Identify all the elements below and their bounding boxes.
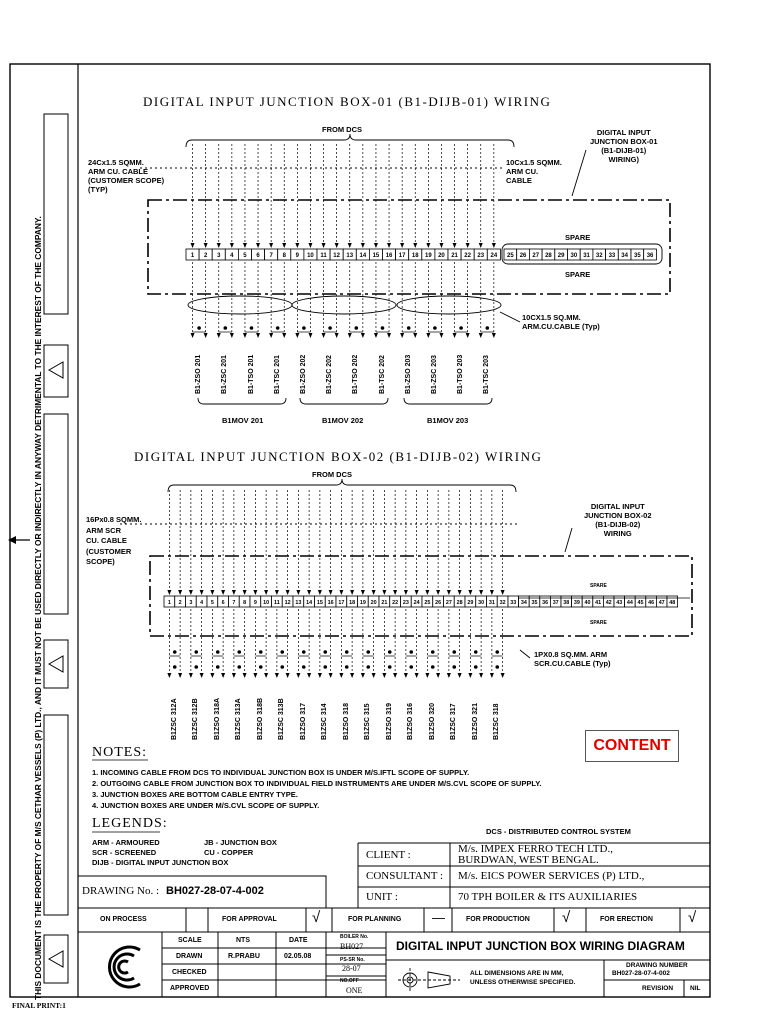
svg-text:4: 4 — [230, 253, 234, 259]
terminal-b1-24 — [487, 249, 500, 260]
terminal-b1-20 — [435, 249, 448, 260]
box1-group-2: B1MOV 202 — [322, 416, 364, 425]
spare-terminal-b1-25 — [504, 249, 517, 260]
svg-text:27: 27 — [532, 253, 540, 259]
spare-terminal-b1-31 — [580, 249, 593, 260]
box2-left-cable: 16Px0.8 SQMM. ARM SCR CU. CABLE (CUSTOMER SCOPE) — [86, 515, 142, 566]
svg-text:10: 10 — [263, 600, 270, 606]
svg-text:45: 45 — [637, 600, 644, 606]
terminal-b1-19 — [422, 249, 435, 260]
unit-label: UNIT : — [366, 891, 398, 903]
svg-text:38: 38 — [563, 600, 570, 606]
spare-terminal-b1-32 — [593, 249, 606, 260]
svg-text:33: 33 — [510, 600, 517, 606]
svg-text:2: 2 — [178, 600, 182, 606]
svg-text:20: 20 — [438, 253, 445, 259]
client-value: M/s. IMPEX FERRO TECH LTD., BURDWAN, WEST BENGAL. — [458, 843, 613, 866]
svg-text:4: 4 — [200, 600, 204, 606]
svg-text:11: 11 — [274, 600, 280, 606]
svg-text:13: 13 — [346, 253, 354, 259]
terminal-b2-15 — [315, 596, 326, 607]
svg-text:10: 10 — [307, 253, 314, 259]
terminal-b2-1 — [164, 596, 175, 607]
svg-text:34: 34 — [520, 600, 527, 606]
consultant-label: CONSULTANT : — [366, 870, 444, 882]
status-mark-approval: √ — [312, 909, 321, 926]
b1-instrument-tag: B1-ZSO 203 — [404, 354, 412, 394]
svg-text:2: 2 — [203, 253, 208, 259]
checked-label: CHECKED — [172, 969, 207, 976]
svg-text:43: 43 — [616, 600, 623, 606]
svg-text:27: 27 — [445, 600, 452, 606]
company-logo — [109, 947, 140, 987]
spare-terminal-b1-30 — [568, 249, 581, 260]
b1-instrument-tag: B1-TSO 202 — [352, 354, 360, 394]
svg-text:7: 7 — [269, 253, 273, 259]
spare-terminal-b1-26 — [517, 249, 530, 260]
svg-text:5: 5 — [243, 253, 247, 259]
terminal-b1-11 — [317, 249, 330, 260]
svg-text:26: 26 — [519, 253, 527, 259]
terminal-b1-13 — [343, 249, 356, 260]
status-for-production: FOR PRODUCTION — [466, 916, 530, 923]
svg-text:17: 17 — [398, 253, 406, 259]
left-arrow-icon — [8, 536, 30, 544]
terminal-b2-32 — [497, 596, 508, 607]
b2-instrument-tag: B1ZSO 316 — [407, 703, 415, 740]
triangle-marker-icon — [49, 362, 63, 967]
svg-text:21: 21 — [451, 253, 458, 259]
terminal-b2-31 — [487, 596, 498, 607]
svg-text:8: 8 — [243, 600, 247, 606]
terminal-b2-6 — [218, 596, 229, 607]
scale-label: SCALE — [178, 937, 202, 944]
terminal-b1-3 — [212, 249, 225, 260]
noof-label: NO.OFF — [340, 978, 359, 984]
b2-instrument-tag: B1ZSO 318A — [213, 697, 221, 740]
box2-spare-top: SPARE — [590, 583, 607, 589]
note-4: 4. JUNCTION BOXES ARE UNDER M/S.CVL SCOPE OF SUPPLY. — [92, 801, 320, 810]
terminal-b2-28 — [454, 596, 465, 607]
svg-text:13: 13 — [295, 600, 302, 606]
b2-instrument-tag: B1ZSO 318B — [256, 697, 264, 740]
box2-spare-bottom: SPARE — [590, 620, 607, 626]
status-for-erection: FOR ERECTION — [600, 916, 653, 923]
svg-text:24: 24 — [413, 600, 420, 606]
spare-terminal-b1-28 — [542, 249, 555, 260]
svg-text:41: 41 — [595, 600, 602, 606]
svg-text:17: 17 — [338, 600, 345, 606]
svg-text:22: 22 — [464, 253, 471, 259]
svg-text:14: 14 — [359, 253, 367, 259]
b2-instrument-tag: B1ZSC 313A — [235, 698, 243, 740]
svg-text:1: 1 — [190, 253, 195, 259]
legend-cu: CU - COPPER — [204, 848, 254, 857]
svg-text:9: 9 — [295, 253, 300, 259]
box1-title: DIGITAL INPUT JUNCTION BOX-01 (B1-DIJB-01) WIRING — [143, 94, 552, 109]
svg-text:25: 25 — [424, 600, 431, 606]
b2-instrument-tag: B1ZSO 318 — [342, 703, 350, 740]
ps-label: PS-SR No. — [340, 957, 365, 963]
terminal-b1-22 — [461, 249, 474, 260]
b1-instrument-tag: B1-ZSO 201 — [195, 354, 203, 394]
terminal-b1-8 — [278, 249, 291, 260]
terminal-b1-5 — [238, 249, 251, 260]
terminal-b2-10 — [261, 596, 272, 607]
svg-text:34: 34 — [621, 253, 628, 259]
b2-instrument-tag: B1ZSO 317 — [299, 703, 307, 740]
terminal-b1-21 — [448, 249, 461, 260]
svg-text:7: 7 — [232, 600, 236, 606]
svg-text:32: 32 — [595, 253, 603, 259]
svg-text:23: 23 — [402, 600, 409, 606]
svg-text:29: 29 — [557, 253, 565, 259]
terminal-b2-3 — [186, 596, 197, 607]
box1-group-3: B1MOV 203 — [427, 416, 469, 425]
date-label: DATE — [289, 937, 308, 944]
terminal-b1-12 — [330, 249, 343, 260]
b1-instrument-tag: B1-TSC 202 — [378, 355, 386, 394]
terminal-b2-8 — [239, 596, 250, 607]
terminal-b1-9 — [291, 249, 304, 260]
boiler-label: BOILER No. — [340, 934, 369, 940]
svg-text:30: 30 — [478, 600, 485, 606]
spare-terminal-b1-35 — [631, 249, 644, 260]
terminal-b1-16 — [383, 249, 396, 260]
svg-text:24: 24 — [490, 253, 498, 259]
svg-text:8: 8 — [282, 253, 286, 259]
box1-from-dcs: FROM DCS — [322, 125, 362, 134]
noof-value: ONE — [346, 986, 363, 995]
drawing-no-label: DRAWING No. : — [82, 885, 160, 897]
terminal-b2-11 — [272, 596, 283, 607]
terminal-b1-23 — [474, 249, 487, 260]
svg-text:19: 19 — [425, 253, 432, 259]
unit-value: 70 TPH BOILER & ITS AUXILIARIES — [458, 891, 638, 903]
terminal-b2-13 — [293, 596, 304, 607]
b2-instrument-tag: B1ZSO 319 — [385, 703, 393, 740]
svg-text:47: 47 — [658, 600, 665, 606]
b1-instrument-tag: B1-ZSC 203 — [430, 355, 438, 394]
box1-group-1: B1MOV 201 — [222, 416, 264, 425]
terminal-b2-24 — [411, 596, 422, 607]
spare-terminal-b1-27 — [529, 249, 542, 260]
box2-out-cable: 1PX0.8 SQ.MM. ARM SCR.CU.CABLE (Typ) — [534, 650, 611, 668]
svg-text:32: 32 — [499, 600, 506, 606]
svg-text:16: 16 — [385, 253, 393, 259]
terminal-b1-14 — [356, 249, 369, 260]
b2-instrument-tag: B1ZSO 320 — [428, 703, 436, 740]
svg-text:44: 44 — [626, 600, 633, 606]
box1-spare-top: SPARE — [565, 233, 591, 242]
note-2: 2. OUTGOING CABLE FROM JUNCTION BOX TO INDIVIDUAL FIELD INSTRUMENTS ARE UNDER M/S.CVL SCOPE OF SUPPLY. — [92, 779, 542, 788]
revision-value: NIL — [690, 985, 701, 992]
svg-text:11: 11 — [320, 253, 327, 259]
terminal-b2-4 — [196, 596, 207, 607]
b2-instrument-tag: B1ZSC 312B — [192, 698, 200, 740]
box1-left-cable: 24Cx1.5 SQMM. ARM CU. CABLE (CUSTOMER SCOPE) (TYP) — [88, 158, 165, 194]
svg-text:40: 40 — [584, 600, 591, 606]
svg-text:14: 14 — [306, 600, 313, 606]
spare-terminal-b1-29 — [555, 249, 568, 260]
b1-instrument-tag: B1-ZSC 202 — [326, 355, 334, 394]
drawn-label: DRAWN — [176, 953, 203, 960]
final-print: FINAL PRINT:1 — [12, 1001, 66, 1010]
svg-text:18: 18 — [349, 600, 356, 606]
terminal-b2-9 — [250, 596, 261, 607]
terminal-b2-21 — [379, 596, 390, 607]
svg-text:39: 39 — [573, 600, 580, 606]
svg-text:3: 3 — [217, 253, 221, 259]
terminal-b2-26 — [433, 596, 444, 607]
svg-text:31: 31 — [583, 253, 590, 259]
svg-text:36: 36 — [542, 600, 549, 606]
terminal-b1-17 — [396, 249, 409, 260]
svg-text:3: 3 — [189, 600, 193, 606]
b1-instrument-tag: B1-ZSO 202 — [299, 354, 307, 394]
svg-text:33: 33 — [608, 253, 616, 259]
svg-text:20: 20 — [370, 600, 377, 606]
svg-text:16: 16 — [327, 600, 334, 606]
svg-text:12: 12 — [333, 253, 340, 259]
b1-instrument-tag: B1-TSO 203 — [457, 354, 465, 394]
drawing-number-value: BH027-28-07-4-002 — [612, 970, 670, 977]
terminal-b2-18 — [347, 596, 358, 607]
legend-dijb: DIJB - DIGITAL INPUT JUNCTION BOX — [92, 858, 229, 867]
terminal-b2-25 — [422, 596, 433, 607]
box2-from-dcs: FROM DCS — [312, 470, 352, 479]
svg-text:28: 28 — [456, 600, 463, 606]
svg-text:31: 31 — [488, 600, 495, 606]
terminal-b1-4 — [225, 249, 238, 260]
box1-out-cable: 10CX1.5 SQ.MM. ARM.CU.CABLE (Typ) — [522, 313, 600, 331]
terminal-b2-27 — [444, 596, 455, 607]
svg-text:22: 22 — [392, 600, 399, 606]
b1-instrument-tag: B1-TSO 201 — [247, 354, 255, 394]
box2-jb-label: DIGITAL INPUT JUNCTION BOX-02 (B1-DIJB-02) WIRING — [584, 502, 652, 538]
b2-instrument-tag: B1ZSC 317 — [450, 703, 458, 740]
svg-text:35: 35 — [531, 600, 538, 606]
spare-terminal-b1-34 — [618, 249, 631, 260]
terminal-b2-23 — [401, 596, 412, 607]
drawn-date: 02.05.08 — [284, 953, 312, 960]
svg-text:23: 23 — [477, 253, 485, 259]
b2-instrument-tag: B1ZSC 318 — [493, 703, 501, 740]
terminal-b2-29 — [465, 596, 476, 607]
svg-text:25: 25 — [507, 253, 514, 259]
terminal-b2-14 — [304, 596, 315, 607]
spare-terminal-b1-33 — [606, 249, 619, 260]
spare-terminal-b2-33 — [508, 596, 519, 607]
dims-note: ALL DIMENSIONS ARE IN MM, UNLESS OTHERWISE SPECIFIED. — [470, 970, 576, 986]
svg-text:29: 29 — [467, 600, 474, 606]
client-label: CLIENT : — [366, 849, 411, 861]
svg-text:37: 37 — [552, 600, 559, 606]
svg-text:9: 9 — [253, 600, 257, 606]
b1-instrument-tag: B1-TSC 203 — [483, 355, 491, 394]
content-label: CONTENT — [585, 730, 679, 762]
terminal-b2-22 — [390, 596, 401, 607]
terminal-b2-7 — [229, 596, 240, 607]
status-mark-production: √ — [562, 909, 571, 926]
status-for-approval: FOR APPROVAL — [222, 916, 277, 923]
terminal-b1-10 — [304, 249, 317, 260]
svg-text:42: 42 — [605, 600, 612, 606]
terminal-b2-17 — [336, 596, 347, 607]
terminal-b2-5 — [207, 596, 218, 607]
terminal-b2-19 — [358, 596, 369, 607]
svg-text:1: 1 — [167, 600, 171, 606]
drawn-value: R.PRABU — [228, 953, 260, 960]
approved-label: APPROVED — [170, 985, 210, 992]
legend-scr: SCR - SCREENED — [92, 848, 157, 857]
b2-instrument-tag: B1ZSC 312A — [170, 698, 178, 740]
box1-right-cable: 10Cx1.5 SQMM. ARM CU. CABLE — [506, 158, 562, 185]
terminal-b2-12 — [282, 596, 293, 607]
boiler-value: BH027 — [340, 942, 364, 951]
revision-label: REVISION — [642, 985, 674, 992]
b1-instrument-tag: B1-ZSC 201 — [221, 355, 229, 394]
terminal-b1-2 — [199, 249, 212, 260]
b2-instrument-tag: B1ZSO 321 — [471, 703, 479, 740]
box1-jb-label: DIGITAL INPUT JUNCTION BOX-01 (B1-DIJB-01) WIRING) — [590, 128, 658, 164]
b2-instrument-tag: B1ZSC 314 — [321, 703, 329, 740]
drawing-title: DIGITAL INPUT JUNCTION BOX WIRING DIAGRAM — [396, 939, 685, 953]
svg-text:48: 48 — [669, 600, 676, 606]
b2-instrument-tag: B1ZSC 313B — [278, 698, 286, 740]
note-3: 3. JUNCTION BOXES ARE BOTTOM CABLE ENTRY TYPE. — [92, 790, 298, 799]
legends-heading: LEGENDS: — [92, 816, 168, 831]
terminal-b2-30 — [476, 596, 487, 607]
status-mark-planning: — — [432, 910, 445, 925]
svg-text:21: 21 — [381, 600, 388, 606]
drawing-number-label: DRAWING NUMBER — [626, 962, 688, 969]
svg-text:15: 15 — [372, 253, 380, 259]
ps-value: 28-07 — [342, 964, 361, 973]
svg-text:5: 5 — [210, 600, 214, 606]
svg-text:26: 26 — [435, 600, 442, 606]
svg-text:36: 36 — [646, 253, 654, 259]
status-on-process: ON PROCESS — [100, 916, 147, 923]
legend-dcs: DCS - DISTRIBUTED CONTROL SYSTEM — [486, 827, 631, 836]
svg-text:19: 19 — [359, 600, 366, 606]
terminal-b1-18 — [409, 249, 422, 260]
svg-text:18: 18 — [411, 253, 419, 259]
terminal-b2-20 — [368, 596, 379, 607]
terminal-b1-15 — [369, 249, 382, 260]
notes-heading: NOTES: — [92, 745, 147, 760]
svg-text:46: 46 — [648, 600, 655, 606]
b2-instrument-tag: B1ZSC 315 — [364, 703, 372, 740]
scale-value: NTS — [236, 937, 250, 944]
status-mark-erection: √ — [688, 909, 697, 926]
spare-terminal-b1-36 — [644, 249, 657, 260]
terminal-b2-16 — [325, 596, 336, 607]
terminal-b1-6 — [252, 249, 265, 260]
svg-text:35: 35 — [634, 253, 641, 259]
svg-text:6: 6 — [256, 253, 260, 259]
box1-spare-bottom: SPARE — [565, 270, 591, 279]
svg-text:30: 30 — [570, 253, 578, 259]
left-strip — [44, 114, 68, 983]
legend-jb: JB - JUNCTION BOX — [204, 838, 277, 847]
terminal-b1-7 — [265, 249, 278, 260]
legend-arm: ARM - ARMOURED — [92, 838, 160, 847]
svg-text:28: 28 — [545, 253, 552, 259]
terminal-b1-1 — [186, 249, 199, 260]
projection-symbol-icon — [398, 968, 460, 992]
status-for-planning: FOR PLANNING — [348, 916, 402, 923]
svg-text:12: 12 — [284, 600, 291, 606]
b1-instrument-tag: B1-TSC 201 — [273, 355, 281, 394]
consultant-value: M/s. EICS POWER SERVICES (P) LTD., — [458, 870, 645, 882]
terminal-b2-2 — [175, 596, 186, 607]
svg-text:6: 6 — [221, 600, 225, 606]
drawing-no-value: BH027-28-07-4-002 — [166, 885, 264, 897]
svg-text:15: 15 — [316, 600, 323, 606]
box2-title: DIGITAL INPUT JUNCTION BOX-02 (B1-DIJB-02) WIRING — [134, 449, 543, 464]
note-1: 1. INCOMING CABLE FROM DCS TO INDIVIDUAL JUNCTION BOX IS UNDER M/S.IFTL SCOPE OF SUPPLY. — [92, 768, 470, 777]
ownership-statement: THIS DOCUMENT IS THE PROPERTY OF M/S CETHAR VESSELS (P) LTD., AND IT MUST NOT BE USED DIRECTLY OR INDIRECTLY IN ANYWAY DETRIMENTAL TO THE INTEREST OF THE COMPANY. — [33, 216, 43, 1000]
